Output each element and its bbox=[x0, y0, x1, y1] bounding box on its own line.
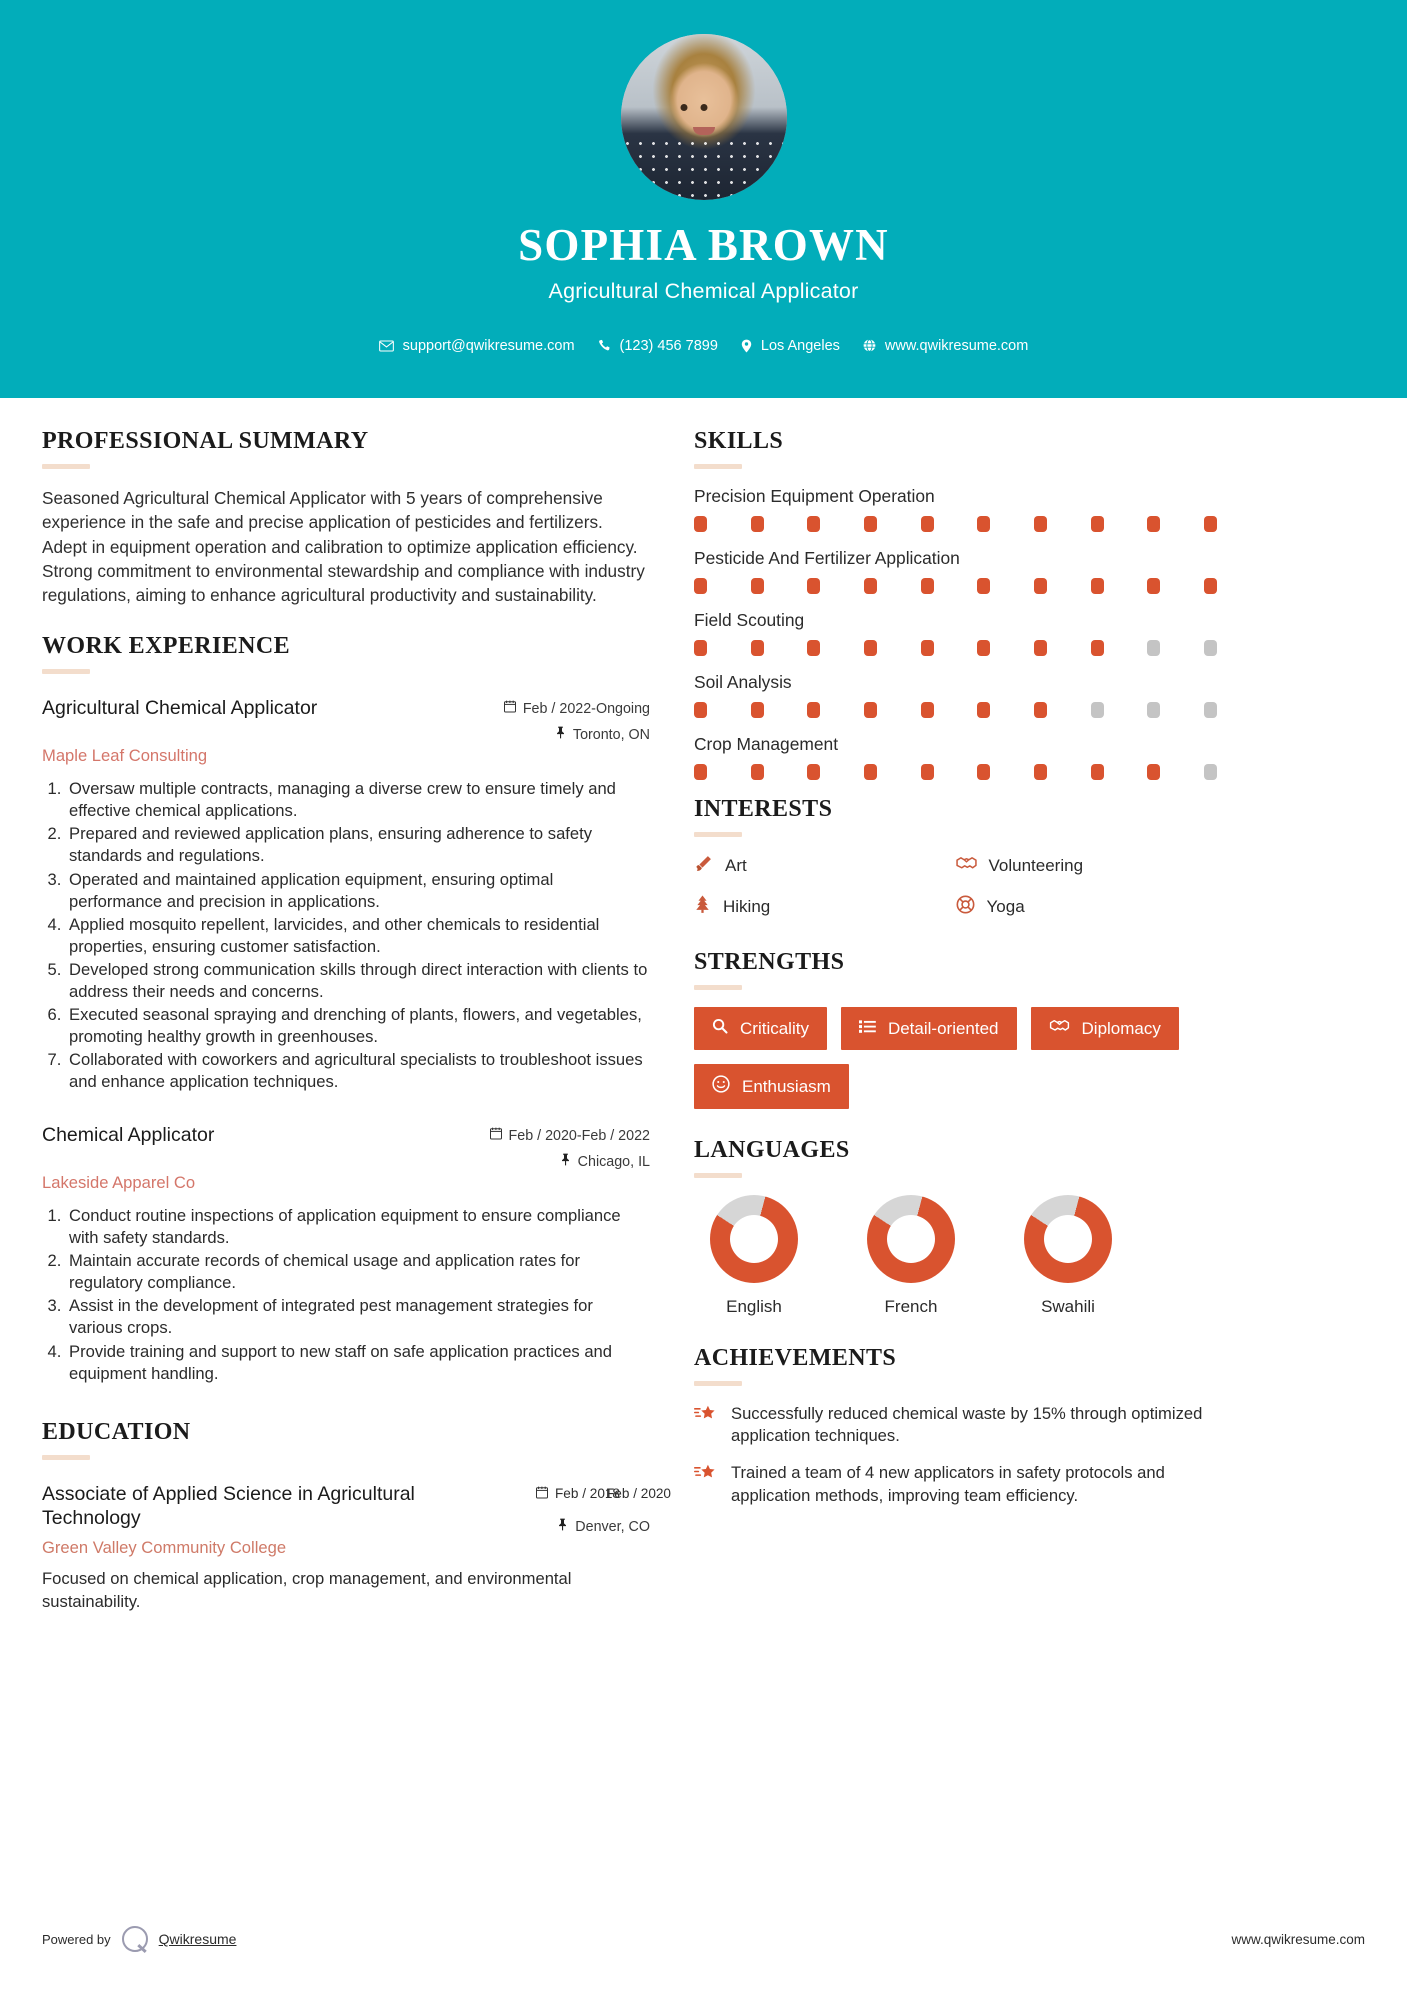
interests-heading-block bbox=[694, 796, 1217, 837]
education-dates bbox=[536, 1485, 671, 1503]
skill-row bbox=[694, 672, 1217, 718]
work-bullet: 1. Conduct routine inspections of application equipment to ensure compliance with safety standards. bbox=[66, 1205, 650, 1249]
skill-dot-filled bbox=[864, 578, 877, 594]
language-item bbox=[694, 1195, 814, 1317]
skill-dot-filled bbox=[1147, 516, 1160, 532]
section-achievements bbox=[694, 1345, 1217, 1507]
section-divider bbox=[42, 1455, 90, 1460]
section-divider bbox=[694, 464, 742, 469]
calendar-icon bbox=[504, 700, 516, 717]
strength-chip-diplomacy bbox=[1031, 1007, 1179, 1050]
work-bullet: 3. Assist in the development of integrated pest management strategies for various crops. bbox=[66, 1295, 650, 1339]
section-languages bbox=[694, 1137, 1217, 1317]
section-divider bbox=[694, 1381, 742, 1386]
work-entry-header bbox=[42, 1123, 650, 1170]
work-dates bbox=[490, 1127, 650, 1144]
powered-by-label: Powered by bbox=[42, 1931, 111, 1947]
interest-label: Volunteering bbox=[988, 856, 1084, 875]
skill-dot-filled bbox=[977, 640, 990, 656]
work-bullet: 1. Oversaw multiple contracts, managing a diverse crew to ensure timely and effective chemical applications. bbox=[66, 778, 650, 822]
contact-phone-text: (123) 456 7899 bbox=[619, 337, 718, 354]
strength-label: Criticality bbox=[740, 1018, 809, 1038]
work-dates-text: Feb / 2020-Feb / 2022 bbox=[508, 1127, 650, 1144]
work-company: Maple Leaf Consulting bbox=[42, 746, 208, 766]
education-heading: EDUCATION bbox=[42, 1418, 191, 1445]
strengths-heading-block bbox=[694, 949, 1217, 990]
skill-row bbox=[694, 734, 1217, 780]
skill-rating bbox=[694, 578, 1217, 594]
education-date-end: Feb / 2020 bbox=[606, 1485, 671, 1501]
summary-heading-block bbox=[42, 428, 650, 469]
skill-rating bbox=[694, 702, 1217, 718]
skill-dot-filled bbox=[921, 640, 934, 656]
left-column bbox=[42, 428, 671, 1617]
powered-by-block bbox=[42, 1926, 236, 1952]
section-education bbox=[42, 1418, 671, 1614]
pushpin-icon bbox=[560, 1153, 571, 1170]
skill-name: Precision Equipment Operation bbox=[694, 486, 935, 506]
pushpin-icon bbox=[557, 1518, 568, 1535]
education-entry-meta bbox=[536, 1482, 671, 1536]
resume-body bbox=[0, 398, 1407, 1617]
work-heading-block bbox=[42, 633, 650, 674]
section-divider bbox=[694, 985, 742, 990]
contact-email-text: support@qwikresume.com bbox=[402, 337, 575, 354]
interest-item-art bbox=[694, 854, 956, 878]
strength-label: Diplomacy bbox=[1081, 1018, 1161, 1038]
interest-item-hiking bbox=[694, 894, 956, 919]
skill-dot-filled bbox=[694, 640, 707, 656]
work-entry-header bbox=[42, 696, 650, 743]
education-entry-header bbox=[42, 1482, 671, 1536]
skill-dot-empty bbox=[1147, 702, 1160, 718]
section-strengths bbox=[694, 949, 1217, 1109]
skill-name: Soil Analysis bbox=[694, 672, 792, 692]
skill-dot-empty bbox=[1204, 702, 1217, 718]
contact-email[interactable] bbox=[372, 338, 582, 354]
list-icon bbox=[859, 1019, 876, 1039]
skill-dot-filled bbox=[977, 764, 990, 780]
work-bullet: 7. Collaborated with coworkers and agricultural specialists to troubleshoot issues and enhance application techniques. bbox=[66, 1049, 650, 1093]
work-job-title: Agricultural Chemical Applicator bbox=[42, 697, 318, 720]
skill-dot-filled bbox=[864, 764, 877, 780]
skill-dot-filled bbox=[1091, 516, 1104, 532]
resume-header bbox=[0, 0, 1407, 398]
skill-dot-filled bbox=[864, 702, 877, 718]
search-icon bbox=[712, 1018, 728, 1039]
work-bullet: 6. Executed seasonal spraying and drenching of plants, flowers, and vegetables, promoting healthy growth in greenhouses. bbox=[66, 1004, 650, 1048]
interest-label: Art bbox=[725, 856, 747, 875]
contact-location-text: Los Angeles bbox=[760, 337, 840, 354]
summary-text: Seasoned Agricultural Chemical Applicator with 5 years of comprehensive experience in the safe and precise application of pesticides and fertilizers. Adept in equipment operation and calibration to optimize application efficiency. Strong commitment to environmental stewardship and compliance with industry regulations, aiming to enhance agricultural productivity and sustainability. bbox=[42, 488, 645, 605]
skills-heading-block bbox=[694, 428, 1217, 469]
globe-icon bbox=[863, 339, 876, 352]
skill-dot-filled bbox=[807, 640, 820, 656]
interest-label: Yoga bbox=[986, 896, 1025, 916]
calendar-icon bbox=[536, 1486, 548, 1503]
shooting-star-icon bbox=[694, 1462, 718, 1489]
skill-dot-filled bbox=[1034, 578, 1047, 594]
skill-dot-filled bbox=[921, 702, 934, 718]
work-location-text: Toronto, ON bbox=[572, 726, 650, 743]
interests-grid bbox=[694, 854, 1217, 919]
languages-heading-block bbox=[694, 1137, 1217, 1178]
work-entry bbox=[42, 1123, 650, 1385]
work-company: Lakeside Apparel Co bbox=[42, 1173, 196, 1193]
contact-phone[interactable] bbox=[591, 338, 725, 354]
map-pin-icon bbox=[741, 339, 752, 353]
language-donut-chart bbox=[1024, 1195, 1112, 1283]
skill-dot-filled bbox=[1147, 578, 1160, 594]
section-interests bbox=[694, 796, 1217, 919]
avatar-clothing-pattern bbox=[621, 137, 787, 200]
interest-item-yoga bbox=[956, 894, 1218, 919]
work-bullet: 4. Provide training and support to new staff on safe application practices and equipment handling. bbox=[66, 1341, 650, 1385]
education-date-start: Feb / 2018 bbox=[555, 1485, 620, 1501]
achievement-item bbox=[694, 1462, 1217, 1506]
work-bullet: 3. Operated and maintained application equipment, ensuring optimal performance and precision in applications. bbox=[66, 869, 650, 913]
interests-heading: INTERESTS bbox=[694, 796, 833, 822]
footer-website: www.qwikresume.com bbox=[1231, 1931, 1365, 1947]
skill-dot-filled bbox=[1204, 516, 1217, 532]
summary-heading: PROFESSIONAL SUMMARY bbox=[42, 428, 369, 454]
language-item bbox=[1008, 1195, 1128, 1317]
skill-dot-filled bbox=[977, 578, 990, 594]
strength-label: Detail-oriented bbox=[887, 1018, 999, 1038]
work-bullets bbox=[42, 1205, 650, 1385]
work-bullet: 5. Developed strong communication skills through direct interaction with clients to address their needs and concerns. bbox=[66, 959, 650, 1003]
work-entry-meta bbox=[504, 696, 650, 743]
skill-dot-filled bbox=[1034, 516, 1047, 532]
work-bullet: 2. Maintain accurate records of chemical usage and application rates for regulatory compliance. bbox=[66, 1250, 650, 1294]
skill-dot-filled bbox=[921, 578, 934, 594]
qwikresume-logo-icon bbox=[122, 1926, 148, 1952]
contact-website[interactable] bbox=[856, 338, 1035, 354]
achievement-text: Trained a team of 4 new applicators in safety protocols and application methods, improving team efficiency. bbox=[731, 1463, 1165, 1505]
skill-row bbox=[694, 548, 1217, 594]
work-location bbox=[490, 1153, 650, 1170]
skill-dot-filled bbox=[977, 516, 990, 532]
right-column bbox=[694, 428, 1217, 1617]
skills-heading: SKILLS bbox=[694, 428, 784, 454]
skill-dot-filled bbox=[807, 516, 820, 532]
skill-dot-filled bbox=[1147, 764, 1160, 780]
tree-icon bbox=[694, 894, 711, 919]
interest-label: Hiking bbox=[723, 896, 771, 916]
strength-chip-enthusiasm bbox=[694, 1064, 849, 1109]
work-bullet: 4. Applied mosquito repellent, larvicides, and other chemicals to residential properties, ensuring customer satisfaction. bbox=[66, 914, 650, 958]
education-school: Green Valley Community College bbox=[42, 1538, 287, 1558]
skill-dot-filled bbox=[807, 702, 820, 718]
work-bullets bbox=[42, 778, 650, 1093]
skill-dot-filled bbox=[807, 764, 820, 780]
skill-dot-empty bbox=[1091, 702, 1104, 718]
qwikresume-brand-link[interactable]: Qwikresume bbox=[158, 1931, 237, 1947]
contact-location[interactable] bbox=[734, 338, 847, 354]
work-dates-text: Feb / 2022-Ongoing bbox=[522, 700, 650, 717]
section-professional-summary bbox=[42, 428, 650, 607]
skill-dot-filled bbox=[751, 640, 764, 656]
page-title: SOPHIA BROWN bbox=[518, 220, 889, 270]
strength-label: Enthusiasm bbox=[742, 1076, 831, 1096]
language-name: English bbox=[726, 1297, 782, 1316]
skill-dot-filled bbox=[751, 764, 764, 780]
skill-dot-filled bbox=[1091, 764, 1104, 780]
skill-dot-filled bbox=[807, 578, 820, 594]
achievements-heading: ACHIEVEMENTS bbox=[694, 1345, 897, 1371]
work-entry bbox=[42, 696, 650, 1093]
section-divider bbox=[694, 832, 742, 837]
achievements-heading-block bbox=[694, 1345, 1217, 1386]
skill-dot-filled bbox=[1034, 640, 1047, 656]
language-item bbox=[851, 1195, 971, 1317]
language-name: Swahili bbox=[1041, 1297, 1095, 1316]
education-degree: Associate of Applied Science in Agricultural Technology bbox=[42, 1482, 415, 1529]
skill-dot-empty bbox=[1204, 640, 1217, 656]
skill-dot-empty bbox=[1147, 640, 1160, 656]
contact-website-text: www.qwikresume.com bbox=[884, 337, 1029, 354]
calendar-icon bbox=[490, 1127, 502, 1144]
strengths-heading: STRENGTHS bbox=[694, 949, 845, 975]
avatar bbox=[621, 34, 787, 200]
skill-rating bbox=[694, 764, 1217, 780]
achievement-item bbox=[694, 1403, 1217, 1447]
work-heading: WORK EXPERIENCE bbox=[42, 633, 291, 660]
language-donut-chart bbox=[710, 1195, 798, 1283]
education-entry bbox=[42, 1482, 671, 1614]
paintbrush-icon bbox=[694, 854, 713, 878]
section-divider bbox=[694, 1173, 742, 1178]
skill-dot-filled bbox=[864, 516, 877, 532]
skill-dot-filled bbox=[694, 764, 707, 780]
handshake-icon bbox=[1049, 1018, 1070, 1039]
skill-dot-filled bbox=[864, 640, 877, 656]
section-work-experience bbox=[42, 633, 650, 1384]
skill-row bbox=[694, 610, 1217, 656]
skill-dot-empty bbox=[1204, 764, 1217, 780]
skill-name: Field Scouting bbox=[694, 610, 805, 630]
skills-list bbox=[694, 486, 1217, 780]
language-name: French bbox=[884, 1297, 938, 1316]
achievement-text: Successfully reduced chemical waste by 15% through optimized application techniques. bbox=[731, 1404, 1203, 1446]
skill-dot-filled bbox=[1034, 702, 1047, 718]
section-skills bbox=[694, 428, 1217, 780]
skill-dot-filled bbox=[921, 516, 934, 532]
skill-name: Crop Management bbox=[694, 734, 839, 754]
page-footer bbox=[42, 1926, 1365, 1952]
work-bullet: 2. Prepared and reviewed application plans, ensuring adherence to safety standards and regulations. bbox=[66, 823, 650, 867]
work-dates bbox=[504, 700, 650, 717]
pushpin-icon bbox=[555, 726, 566, 743]
skill-dot-filled bbox=[1204, 578, 1217, 594]
skill-dot-filled bbox=[1034, 764, 1047, 780]
education-location-text: Denver, CO bbox=[575, 1518, 650, 1535]
strength-chip-detail-oriented bbox=[841, 1007, 1017, 1050]
skill-dot-filled bbox=[751, 516, 764, 532]
shooting-star-icon bbox=[694, 1403, 718, 1430]
languages-heading: LANGUAGES bbox=[694, 1137, 850, 1163]
work-location bbox=[504, 726, 650, 743]
skill-rating bbox=[694, 516, 1217, 532]
interest-item-volunteering bbox=[956, 854, 1218, 878]
handshake-icon bbox=[956, 855, 977, 877]
skill-dot-filled bbox=[1091, 640, 1104, 656]
education-heading-block bbox=[42, 1419, 650, 1460]
work-location-text: Chicago, IL bbox=[577, 1153, 650, 1170]
work-entry-meta bbox=[490, 1123, 650, 1170]
education-location bbox=[536, 1518, 650, 1535]
section-divider bbox=[42, 669, 90, 674]
section-divider bbox=[42, 464, 90, 469]
work-job-title: Chemical Applicator bbox=[42, 1124, 215, 1147]
phone-icon bbox=[598, 339, 611, 352]
skill-dot-filled bbox=[751, 578, 764, 594]
skill-dot-filled bbox=[751, 702, 764, 718]
skill-dot-filled bbox=[694, 702, 707, 718]
skill-dot-filled bbox=[694, 516, 707, 532]
languages-list bbox=[694, 1195, 1217, 1317]
smiley-icon bbox=[712, 1075, 730, 1098]
strengths-list bbox=[694, 1007, 1217, 1109]
skill-dot-filled bbox=[977, 702, 990, 718]
skill-name: Pesticide And Fertilizer Application bbox=[694, 548, 960, 568]
skill-dot-filled bbox=[1091, 578, 1104, 594]
strength-chip-criticality bbox=[694, 1007, 827, 1050]
skill-rating bbox=[694, 640, 1217, 656]
envelope-icon bbox=[379, 340, 394, 352]
skill-row bbox=[694, 486, 1217, 532]
contact-row bbox=[372, 338, 1036, 354]
skill-dot-filled bbox=[921, 764, 934, 780]
education-description: Focused on chemical application, crop management, and environmental sustainability. bbox=[42, 1569, 572, 1611]
lifebuoy-icon bbox=[956, 895, 975, 919]
job-role-subtitle: Agricultural Chemical Applicator bbox=[548, 278, 859, 303]
language-donut-chart bbox=[867, 1195, 955, 1283]
skill-dot-filled bbox=[694, 578, 707, 594]
